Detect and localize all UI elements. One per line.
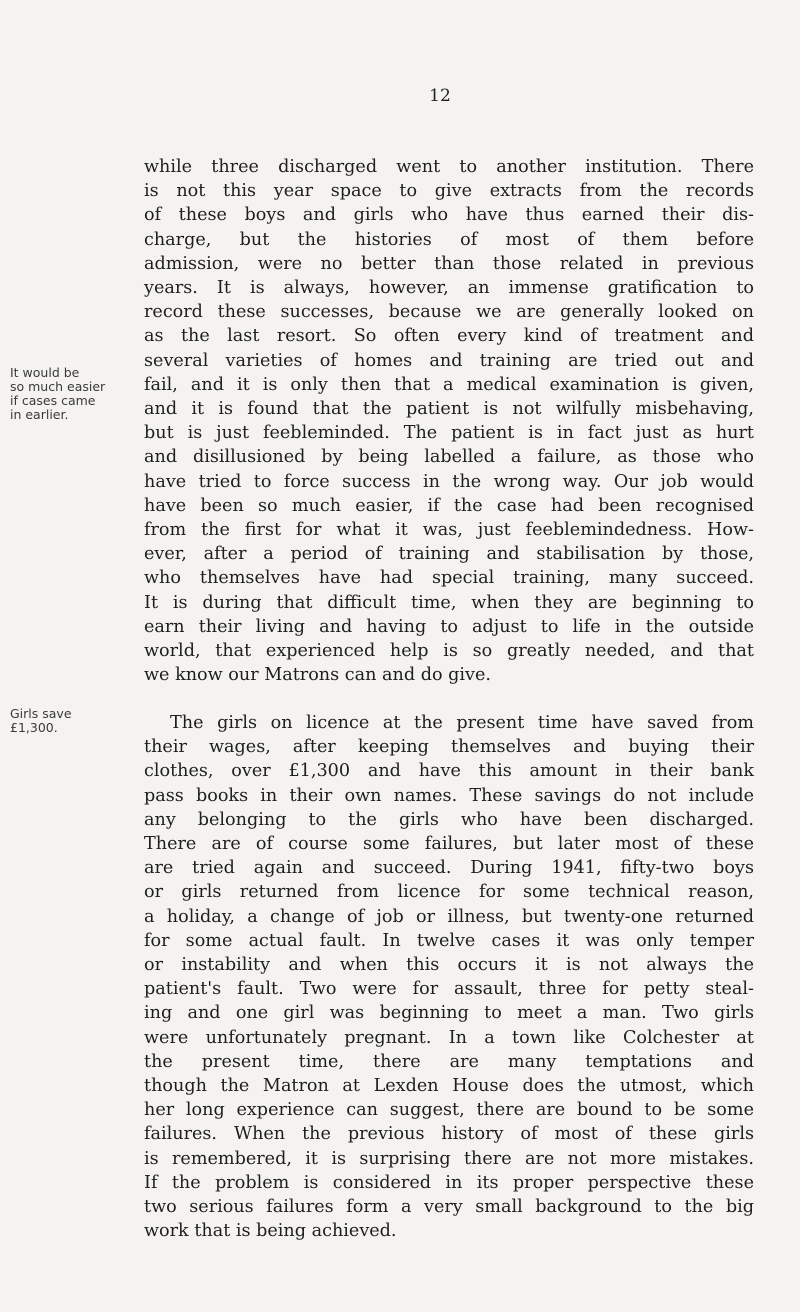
text-line: or girls returned from licence for some technical reason, xyxy=(144,882,754,903)
margin-note-line: in earlier. xyxy=(10,407,69,422)
text-line: several varieties of homes and training are tried out and xyxy=(144,350,754,371)
text-line: while three discharged went to another institution. There xyxy=(144,157,754,177)
text-line: patient's fault. Two were for assault, three for petty steal- xyxy=(144,979,754,1000)
text-line: clothes, over £1,300 and have this amount in their bank xyxy=(144,761,754,782)
text-line: from the first for what it was, just feeblemindedness. How- xyxy=(144,520,754,541)
text-line: though the Matron at Lexden House does the utmost, which xyxy=(144,1076,754,1097)
text-line: ever, after a period of training and stabilisation by those, xyxy=(144,544,754,565)
margin-note-earlier-cases xyxy=(10,366,135,422)
paragraph-girls-savings xyxy=(144,711,754,1243)
text-line: we know our Matrons can and do give. xyxy=(144,665,491,686)
margin-note-line: Girls save xyxy=(10,706,72,721)
margin-note-girls-save xyxy=(10,707,135,735)
text-line: have tried to force success in the wrong way. Our job would xyxy=(144,471,754,492)
text-line: failures. When the previous history of most of these girls xyxy=(144,1124,754,1145)
paragraph-discharge-histories xyxy=(144,155,754,687)
text-line: her long experience can suggest, there are bound to be some xyxy=(144,1100,754,1121)
text-line: and it is found that the patient is not wilfully misbehaving, xyxy=(144,399,754,420)
text-line: a holiday, a change of job or illness, but twenty-one returned xyxy=(144,906,754,927)
text-line: were unfortunately pregnant. In a town like Colchester at xyxy=(144,1027,754,1048)
text-line: fail, and it is only then that a medical examination is given, xyxy=(144,374,754,395)
text-line: two serious failures form a very small background to the big xyxy=(144,1197,754,1218)
text-line: are tried again and succeed. During 1941, fifty-two boys xyxy=(144,858,754,879)
text-line: any belonging to the girls who have been discharged. xyxy=(144,809,754,830)
text-line: of these boys and girls who have thus earned their dis- xyxy=(144,205,754,226)
text-line: admission, were no better than those related in previous xyxy=(144,253,754,274)
text-line: their wages, after keeping themselves and buying their xyxy=(144,737,754,758)
text-line: earn their living and having to adjust to life in the outside xyxy=(144,616,754,637)
text-line: If the problem is considered in its proper perspective these xyxy=(144,1172,754,1193)
text-line: or instability and when this occurs it is not always the xyxy=(144,955,754,976)
text-line: pass books in their own names. These savings do not include xyxy=(144,785,754,806)
margin-note-line: £1,300. xyxy=(10,720,58,735)
text-line: The girls on licence at the present time have saved from xyxy=(170,713,754,733)
text-line: charge, but the histories of most of them before xyxy=(144,229,754,250)
text-line: It is during that difficult time, when they are beginning to xyxy=(144,592,754,613)
text-line: years. It is always, however, an immense gratification to xyxy=(144,278,754,299)
text-line: but is just feebleminded. The patient is in fact just as hurt xyxy=(144,423,754,444)
margin-note-line: It would be xyxy=(10,365,80,380)
text-line: work that is being achieved. xyxy=(144,1221,397,1242)
page-number: 12 xyxy=(429,86,451,106)
text-line: as the last resort. So often every kind of treatment and xyxy=(144,326,754,347)
text-line: There are of course some failures, but later most of these xyxy=(144,834,754,855)
margin-note-line: so much easier xyxy=(10,379,106,394)
text-line: the present time, there are many temptations and xyxy=(144,1051,754,1072)
text-line: is not this year space to give extracts from the records xyxy=(144,181,754,202)
text-line: ing and one girl was beginning to meet a man. Two girls xyxy=(144,1003,754,1024)
text-line: and disillusioned by being labelled a failure, as those who xyxy=(144,447,754,468)
text-line: have been so much easier, if the case had been recognised xyxy=(144,495,754,516)
text-line: for some actual fault. In twelve cases it was only temper xyxy=(144,930,754,951)
margin-note-line: if cases came xyxy=(10,393,96,408)
text-line: record these successes, because we are generally looked on xyxy=(144,302,754,323)
text-line: is remembered, it is surprising there are not more mistakes. xyxy=(144,1148,754,1169)
text-line: who themselves have had special training, many succeed. xyxy=(144,568,754,589)
text-line: world, that experienced help is so greatly needed, and that xyxy=(144,641,754,662)
